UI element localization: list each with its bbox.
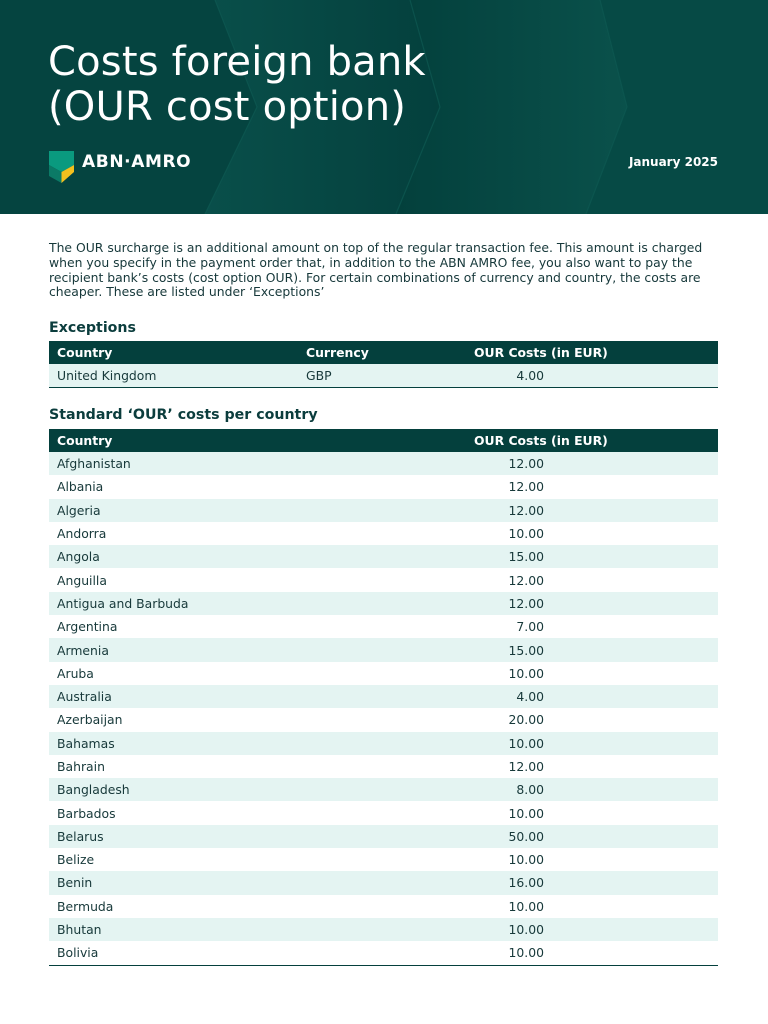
cost-value: 10.00 (508, 945, 544, 961)
cost-value: 10.00 (508, 805, 544, 821)
shield-logo-icon (49, 151, 74, 183)
table-row (49, 568, 718, 591)
cost-cell (466, 545, 718, 568)
table-row (49, 732, 718, 755)
cost-value: 4.00 (516, 368, 544, 384)
column-header-country: Country (49, 429, 466, 452)
cost-cell (466, 895, 718, 918)
cost-value: 16.00 (508, 875, 544, 891)
cost-value: 10.00 (508, 898, 544, 914)
country-cell: Argentina (57, 619, 118, 635)
table-row (49, 452, 718, 475)
country-cell: Bangladesh (49, 778, 466, 801)
cost-value: 10.00 (508, 735, 544, 751)
cost-value: 12.00 (508, 572, 544, 588)
table-row (49, 801, 718, 824)
cost-cell (466, 848, 718, 871)
cost-value: 12.00 (508, 595, 544, 611)
country-cell: Australia (49, 685, 466, 708)
table-row (49, 871, 718, 894)
country-cell: Albania (57, 479, 104, 495)
cost-value: 12.00 (508, 759, 544, 774)
country-cell: Afghanistan (49, 452, 466, 475)
standard-costs-heading: Standard ‘OUR’ costs per country (49, 407, 318, 423)
cost-value: 15.00 (508, 642, 544, 658)
cost-cell (466, 662, 718, 685)
cost-value: 20.00 (508, 712, 544, 728)
standard-costs-table (49, 429, 718, 966)
cost-cell (466, 522, 718, 545)
currency-cell: GBP (298, 364, 466, 388)
table-row (49, 825, 718, 848)
table-row (49, 662, 718, 685)
country-cell: Bahrain (57, 759, 105, 774)
country-cell: Bolivia (49, 941, 466, 965)
country-cell: Anguilla (57, 572, 107, 588)
cost-value: 10.00 (508, 922, 544, 938)
table-row (49, 918, 718, 941)
table-header-row (49, 341, 718, 364)
cost-cell (466, 941, 718, 965)
cost-cell (466, 364, 718, 388)
country-cell: Barbados (57, 805, 116, 821)
cost-cell (466, 708, 718, 731)
cost-cell (466, 801, 718, 824)
column-header-costs: OUR Costs (in EUR) (466, 429, 718, 452)
cost-cell (466, 638, 718, 661)
table-row (49, 755, 718, 778)
cost-value: 15.00 (508, 549, 544, 565)
logo-wordmark: ABN·AMRO (82, 152, 192, 172)
table-row (49, 615, 718, 638)
column-header-currency: Currency (298, 341, 466, 364)
page-header (0, 0, 768, 214)
cost-cell (466, 615, 718, 638)
exceptions-table (49, 341, 718, 388)
cost-value: 12.00 (508, 502, 544, 518)
table-row (49, 499, 718, 522)
column-header-costs: OUR Costs (in EUR) (466, 341, 718, 364)
cost-value: 4.00 (516, 689, 544, 705)
cost-value: 10.00 (508, 852, 544, 868)
country-cell: Benin (49, 871, 466, 894)
table-row (49, 895, 718, 918)
cost-value: 12.00 (508, 456, 544, 472)
country-cell: Azerbaijan (57, 712, 123, 728)
page-title (48, 40, 426, 130)
table-row (49, 685, 718, 708)
cost-cell (466, 871, 718, 894)
country-cell: United Kingdom (49, 364, 298, 388)
table-row (49, 708, 718, 731)
country-cell: Belize (57, 852, 95, 868)
cost-cell (466, 732, 718, 755)
table-row (49, 475, 718, 498)
table-row (49, 545, 718, 568)
country-cell: Bhutan (49, 918, 466, 941)
country-cell: Antigua and Barbuda (49, 592, 466, 615)
cost-value: 8.00 (516, 782, 544, 798)
country-cell: Andorra (57, 526, 107, 542)
cost-value: 7.00 (516, 619, 544, 635)
publication-date: January 2025 (628, 155, 718, 169)
cost-cell (466, 778, 718, 801)
country-cell: Angola (49, 545, 466, 568)
cost-value: 12.00 (508, 479, 544, 495)
country-cell: Bahamas (49, 732, 466, 755)
cost-value: 50.00 (508, 828, 544, 844)
cost-cell (466, 685, 718, 708)
cost-cell (466, 825, 718, 848)
table-row (49, 364, 718, 388)
intro-paragraph: The OUR surcharge is an additional amount on top of the regular transaction fee. This amount is charged when you specify in the payment order that, in addition to the ABN AMRO fee, you also want to pay the recipient bank’s costs (cost option OUR). For certain combinations of currency and country, the costs are cheaper. These are listed under ‘Exceptions’ (49, 240, 703, 300)
exceptions-heading: Exceptions (49, 320, 136, 336)
cost-cell (466, 568, 718, 591)
country-cell: Aruba (57, 665, 94, 681)
cost-value: 10.00 (508, 665, 544, 681)
cost-cell (466, 755, 718, 778)
cost-cell (466, 592, 718, 615)
table-row (49, 522, 718, 545)
country-cell: Armenia (49, 638, 466, 661)
table-row (49, 638, 718, 661)
cost-cell (466, 918, 718, 941)
table-row (49, 778, 718, 801)
abn-amro-logo (49, 151, 191, 183)
country-cell: Algeria (49, 499, 466, 522)
table-row (49, 941, 718, 965)
country-cell: Belarus (49, 825, 466, 848)
page-title-line-1: Costs foreign bank (48, 39, 426, 85)
cost-cell (466, 452, 718, 475)
cost-cell (466, 475, 718, 498)
table-row (49, 848, 718, 871)
cost-value: 10.00 (508, 526, 544, 542)
table-row (49, 592, 718, 615)
table-header-row (49, 429, 718, 452)
country-cell: Bermuda (57, 898, 114, 914)
column-header-country: Country (49, 341, 298, 364)
page-title-line-2: (OUR cost option) (48, 84, 407, 130)
cost-cell (466, 499, 718, 522)
